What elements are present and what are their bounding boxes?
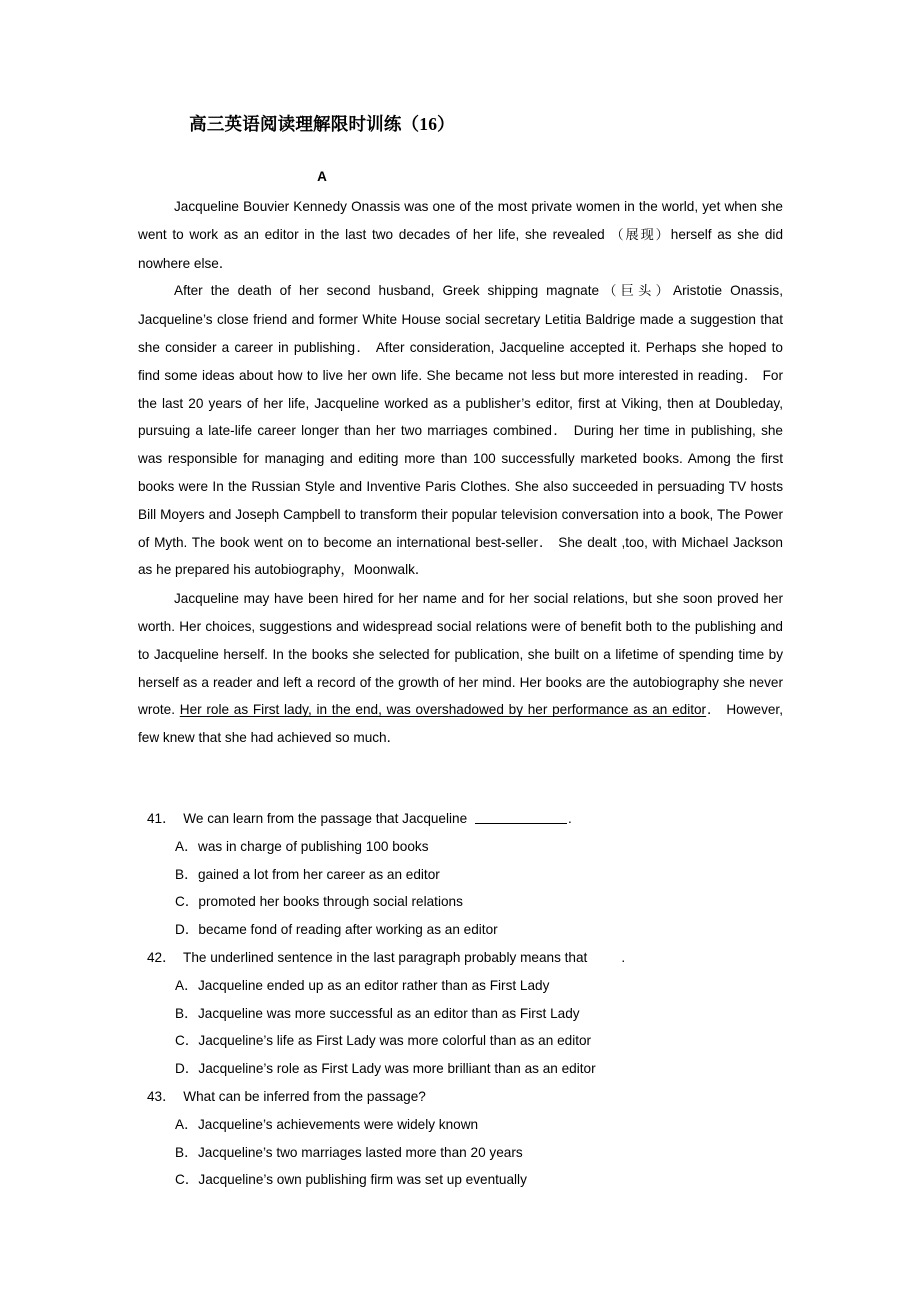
option-letter: D． <box>175 922 199 938</box>
question-option[interactable] <box>138 1139 783 1167</box>
question-number: 41． <box>147 811 184 826</box>
passage-text-run: After the death of her second husband, Greek shipping magnate <box>174 283 600 299</box>
option-letter: A． <box>175 1116 198 1132</box>
option-text: Jacqueline’s achievements were widely known <box>198 1116 479 1132</box>
question-number: 43． <box>147 1088 184 1104</box>
question-option[interactable] <box>138 1000 783 1028</box>
question-text-end: . <box>567 811 572 826</box>
chinese-gloss: （巨头） <box>599 284 673 300</box>
passage-text-run: Aristotie Onassis, Jacqueline’s close friend and former White House social secretary Letitia Baldrige made a suggestion that she consider a career in publishing． After consideration, Jacqueline accepted it. Perhaps she hoped to find some ideas about how to live her own life. She became not less but more interested in reading． For the last 20 years of her life, Jacqueline worked as a publisher’s editor, first at Viking, then at Doubleday, pursuing a late-life career longer than her two marriages combined． During her time in publishing, she was responsible for managing and editing more than 100 successfully marketed books. Among the first books were In the Russian Style and Inventive Paris Clothes. She also succeeded in persuading TV hosts Bill Moyers and Joseph Campbell to transform their popular television conversation into a book, The Power of Myth. The book went on to become an international best-seller． She dealt ,too, with Michael Jackson as he prepared his autobiography <box>138 283 783 578</box>
question-stem <box>138 944 783 972</box>
question-option[interactable] <box>138 888 783 916</box>
option-letter: C． <box>175 894 199 910</box>
passage-text-run: herself as she did nowhere else． <box>138 226 784 271</box>
option-letter: C． <box>175 1172 199 1188</box>
question-option[interactable] <box>138 1166 783 1194</box>
option-letter: B． <box>175 1005 198 1021</box>
questions-list <box>138 805 783 1194</box>
passage-body <box>138 193 783 752</box>
page-title: 高三英语阅读理解限时训练（16） <box>189 114 455 134</box>
answer-blank[interactable] <box>475 811 567 824</box>
question-stem <box>138 1083 783 1111</box>
question-option[interactable] <box>138 1027 783 1055</box>
option-text: Jacqueline’s own publishing firm was set up eventually <box>198 1172 527 1188</box>
option-text: Jacqueline’s role as First Lady was more brilliant than as an editor <box>198 1061 596 1077</box>
passage-paragraph <box>138 277 783 585</box>
question-option[interactable] <box>138 972 783 1000</box>
option-letter: B． <box>175 1144 198 1160</box>
option-letter: A． <box>175 838 198 854</box>
question-option[interactable] <box>138 916 783 944</box>
question-option[interactable] <box>138 1055 783 1083</box>
option-letter: B． <box>175 866 198 882</box>
option-letter: D． <box>175 1061 199 1077</box>
question-number: 42． <box>147 949 184 965</box>
underlined-sentence: Her role as First lady, in the end, was overshadowed by her performance as an editor <box>179 702 707 718</box>
option-text: Jacqueline’s life as First Lady was more colorful than as an editor <box>198 1033 592 1049</box>
option-text: promoted her books through social relations <box>198 894 463 910</box>
question-text: We can learn from the passage that Jacqueline <box>183 811 471 826</box>
question-stem <box>138 805 783 833</box>
passage-text-run: ． However, few knew that she had achieved so much． <box>138 702 783 746</box>
question-group <box>138 1083 783 1194</box>
option-text: Jacqueline ended up as an editor rather than as First Lady <box>198 977 550 993</box>
question-option[interactable] <box>138 1111 783 1139</box>
option-text: Jacqueline’s two marriages lasted more than 20 years <box>198 1144 523 1160</box>
option-text: Jacqueline was more successful as an editor than as First Lady <box>198 1005 580 1021</box>
option-text: gained a lot from her career as an editor <box>198 866 440 882</box>
option-letter: C． <box>175 1033 199 1049</box>
question-text: The underlined sentence in the last paragraph probably means that <box>183 949 588 965</box>
passage-text-run: Moonwalk． <box>353 562 429 578</box>
question-group <box>138 805 783 944</box>
passage-text-run: Jacqueline Bouvier Kennedy Onassis was one of the most private women in the world, yet when she went to work as an editor in the last two decades of her life, she revealed <box>138 199 783 242</box>
chinese-gloss: ， <box>340 563 354 579</box>
question-text: What can be inferred from the passage? <box>183 1088 426 1104</box>
passage-paragraph <box>138 193 783 277</box>
chinese-gloss: （展现） <box>610 227 671 243</box>
option-text: was in charge of publishing 100 books <box>198 838 429 854</box>
question-group <box>138 944 783 1083</box>
question-option[interactable] <box>138 861 783 889</box>
option-letter: A． <box>175 977 198 993</box>
passage-text-run: Jacqueline may have been hired for her name and for her social relations, but she soon proved her worth. Her choices, suggestions and widespread social relations were of benefit both to the publishing and to Jacqueline herself. In the books she selected for publication, she built on a lifetime of spending time by herself as a reader and left a record of the growth of her mind. Her books are the autobiography she never wrote. <box>138 591 783 718</box>
section-letter-a: A <box>317 169 327 184</box>
question-option[interactable] <box>138 833 783 861</box>
question-text-end: . <box>621 949 626 965</box>
passage-paragraph <box>138 585 783 752</box>
option-text: became fond of reading after working as an editor <box>198 922 498 938</box>
